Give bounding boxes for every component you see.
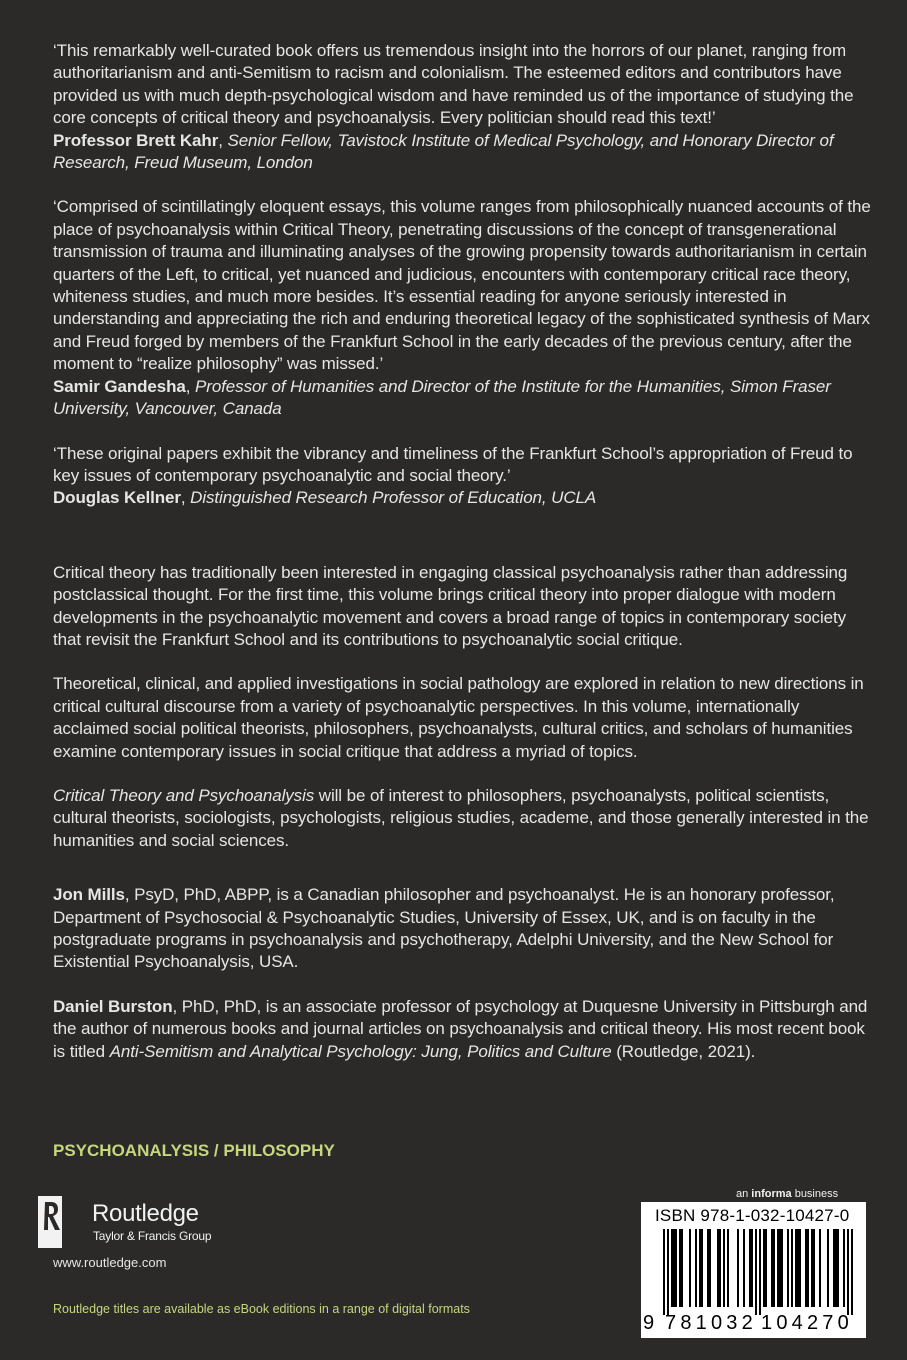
endorsement-quote: ‘These original papers exhibit the vibrancy and timeliness of the Frankfurt School’s appropriation of Freud to key issues of contemporary psychoanalytic and social theory.’ (53, 443, 853, 485)
author-bios (53, 884, 871, 1063)
book-description (53, 562, 871, 852)
endorsement-quote: ‘Comprised of scintillatingly eloquent essays, this volume ranges from philosophically nuanced accounts of the place of psychoanalysis within Critical Theory, penetrating discussions of the concept of transgenerational transmission of trauma and illuminating analyses of the growing propensity towards authoritarianism in certain quarters of the Left, to critical, yet nuanced and judicious, encounters with contemporary critical race theory, whiteness studies, and much more besides. It’s essential reading for anyone seriously interested in understanding and appreciating the rich and enduring theoretical legacy of the sophisticated synthesis of Marx and Freud forged by members of the Frankfurt School in the early decades of the previous century, after the moment to “realize philosophy” was missed.’ (53, 197, 871, 374)
endorsement: ‘This remarkably well-curated book offers us tremendous insight into the horrors of our planet, ranging from authoritarianism and anti-Semitism to racism and colonialism. The esteemed editors and contributors have provided us with much depth-psychological wisdom and have reminded us of the importance of studying the core concepts of critical theory and psychoanalysis. Every politician should read this text!’ Professor Brett Kahr, Senior Fellow, Tavistock Institute of Medical Psychology, and Honorary Director of Research, Freud Museum, London (53, 40, 871, 174)
endorsement: ‘Comprised of scintillatingly eloquent essays, this volume ranges from philosophically nuanced accounts of the place of psychoanalysis within Critical Theory, penetrating discussions of the concept of transgenerational transmission of trauma and illuminating analyses of the growing propensity towards authoritarianism in certain quarters of the Left, to critical, yet nuanced and judicious, encounters with contemporary critical race theory, whiteness studies, and much more besides. It’s essential reading for anyone seriously interested in understanding and appreciating the rich and enduring theoretical legacy of the sophisticated synthesis of Marx and Freud forged by members of the Frankfurt School in the early decades of the previous century, after the moment to “realize philosophy” was missed.’ Samir Gandesha, Professor of Humanities and Director of the Institute for the Humanities, Simon Fraser University, Vancouver, Canada (53, 197, 871, 419)
barcode-bar (799, 1229, 801, 1307)
barcode-bar (811, 1229, 813, 1307)
author-bio: Jon Mills, PsyD, PhD, ABPP, is a Canadian philosopher and psychoanalyst. He is an honorary professor, Department of Psychosocial & Psychoanalytic Studies, University of Essex, UK, and is on faculty in the postgraduate programs in psychoanalysis and psychotherapy, Adelphi University, and the New School for Existential Psychoanalysis, USA. (53, 885, 835, 972)
barcode-bar (689, 1229, 691, 1307)
barcode-bar (763, 1229, 765, 1307)
endorser-name: Douglas Kellner (53, 488, 181, 508)
barcode-bar (751, 1229, 753, 1307)
isbn-label: ISBN 978-1-032-10427-0 (655, 1206, 850, 1225)
book-title: Critical Theory and Psychoanalysis (53, 785, 315, 805)
barcode-bar (759, 1229, 761, 1315)
endorser-affiliation: Professor of Humanities and Director of the Institute for the Humanities, Simon Fraser University, Vancouver, Canada (53, 376, 831, 419)
barcode-bar (755, 1229, 757, 1315)
barcode-bar (765, 1229, 767, 1307)
barcode-bar (695, 1229, 697, 1307)
barcode-bar (827, 1229, 829, 1307)
barcode-bar (791, 1229, 793, 1307)
description-paragraph: Theoretical, clinical, and applied investigations in social pathology are explored in relation to new directions in critical cultural discourse from a variety of psychoanalytic perspectives. In this volume, internationally acclaimed social political theorists, philosophers, psychoanalysts, cultural critics, and scholars of humanities examine contemporary issues in social critique that address a myriad of topics. (53, 674, 864, 761)
barcode-bar (795, 1229, 797, 1307)
author-name: Jon Mills (53, 885, 125, 905)
barcode-bar (749, 1229, 751, 1307)
barcode-bar (699, 1229, 701, 1307)
barcode-bar (777, 1229, 779, 1307)
barcode-bar (807, 1229, 809, 1307)
barcode-bar (771, 1229, 773, 1307)
informa-tagline: an informa business (736, 1188, 839, 1200)
barcode-bar (851, 1229, 853, 1315)
endorsement-quote: ‘This remarkably well-curated book offers us tremendous insight into the horrors of our planet, ranging from authoritarianism and anti-Semitism to racism and colonialism. The esteemed editors and contributors have provided us with much depth-psychological wisdom and have reminded us of the importance of studying the core concepts of critical theory and psychoanalysis. Every politician should read this text!’ (53, 41, 854, 128)
book-title: Anti-Semitism and Analytical Psychology: Jung, Politics and Culture (109, 1041, 612, 1061)
endorser-name: Samir Gandesha (53, 376, 186, 396)
description-paragraph: Critical Theory and Psychoanalysis will be of interest to philosophers, psychoanalysts, political scientists, cultural theorists, sociologists, psychologists, religious studies, academe, and those generally interested in the humanities and social sciences. (53, 785, 869, 850)
barcode-bar (701, 1229, 703, 1307)
barcode-bar (727, 1229, 729, 1307)
barcode-bar (737, 1229, 739, 1307)
barcode-bar (787, 1229, 789, 1307)
description-paragraph: Critical theory has traditionally been interested in engaging classical psychoanalysis rather than addressing postclassical thought. For the first time, this volume brings critical theory into proper dialogue with modern developments in the psychoanalytic movement and covers a broad range of topics in contemporary society that revisit the Frankfurt School and its contributions to psychoanalytic social critique. (53, 562, 848, 649)
barcode-bar (675, 1229, 677, 1307)
barcode-bar (707, 1229, 709, 1307)
barcode-bar (835, 1229, 837, 1307)
endorser-affiliation: Distinguished Research Professor of Education, UCLA (190, 488, 597, 508)
barcode-bar (819, 1229, 821, 1307)
barcode-bar (719, 1229, 721, 1307)
barcode-lead-digit: 9 (643, 1312, 655, 1334)
barcode-left-group: 781032 (665, 1312, 757, 1334)
barcode-bar (673, 1229, 675, 1307)
barcode-bar (837, 1229, 839, 1307)
publisher-brand: Routledge (92, 1200, 199, 1227)
publisher-website[interactable]: www.routledge.com (53, 1255, 167, 1270)
publisher-group: Taylor & Francis Group (93, 1229, 212, 1243)
routledge-logo (38, 1196, 258, 1252)
barcode-bar (843, 1229, 845, 1307)
barcode-bar (781, 1229, 783, 1307)
barcode-bar (671, 1229, 673, 1307)
barcode-bars (647, 1229, 860, 1315)
barcode-bar (813, 1229, 815, 1307)
barcode-digits (641, 1312, 866, 1336)
barcode-bar (709, 1229, 711, 1307)
barcode-right-group: 104270 (761, 1312, 853, 1334)
barcode-bar (743, 1229, 745, 1307)
barcode-bar (681, 1229, 683, 1307)
barcode-bar (797, 1229, 799, 1307)
isbn-barcode (641, 1202, 866, 1338)
barcode-bar (847, 1229, 849, 1315)
barcode-bar (667, 1229, 669, 1315)
endorser-name: Professor Brett Kahr (53, 130, 219, 150)
endorser-affiliation: Senior Fellow, Tavistock Institute of Medical Psychology, and Honorary Director of Research, Freud Museum, London (53, 130, 834, 173)
barcode-bar (779, 1229, 781, 1307)
author-name: Daniel Burston (53, 996, 173, 1016)
subject-category: PSYCHOANALYSIS / PHILOSOPHY (53, 1141, 335, 1160)
ebook-note: Routledge titles are available as eBook editions in a range of digital formats (53, 1302, 470, 1316)
barcode-bar (717, 1229, 719, 1307)
barcode-bar (773, 1229, 775, 1307)
author-bio: Daniel Burston, PhD, PhD, is an associate professor of psychology at Duquesne University in Pittsburgh and the author of numerous books and journal articles on psychoanalysis and critical theory. His most recent book is titled Anti-Semitism and Analytical Psychology: Jung, Politics and Culture (Routledge, 2021). (53, 996, 868, 1061)
endorsement: ‘These original papers exhibit the vibrancy and timeliness of the Frankfurt School’s appropriation of Freud to key issues of contemporary psychoanalytic and social theory.’ Douglas Kellner, Distinguished Research Professor of Education, UCLA (53, 443, 871, 510)
barcode-bar (663, 1229, 665, 1315)
barcode-bar (723, 1229, 725, 1307)
barcode-bar (679, 1229, 681, 1307)
back-cover-text (53, 40, 871, 1085)
barcode-bar (805, 1229, 807, 1307)
barcode-bar (833, 1229, 835, 1307)
routledge-r-icon (38, 1196, 62, 1248)
